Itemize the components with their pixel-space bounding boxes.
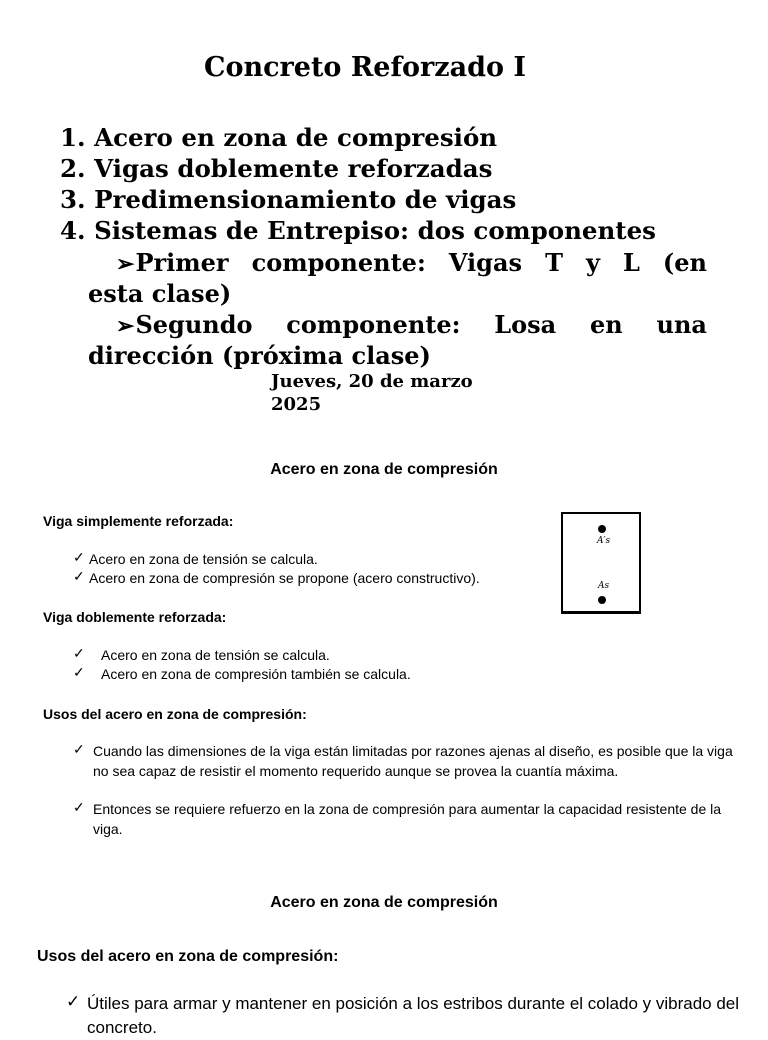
check-icon: ✓ xyxy=(73,568,85,584)
topic-list xyxy=(60,122,656,246)
topic-item: 3. Predimensionamiento de vigas xyxy=(60,185,517,214)
component-second-line2: dirección (próxima clase) xyxy=(88,341,431,370)
component-first-line1 xyxy=(88,248,707,279)
check-item xyxy=(66,992,746,1040)
component-word: en xyxy=(590,310,623,339)
check-item-text: Entonces se requiere refuerzo en la zona de compresión para aumentar la capacidad resistente de la viga. xyxy=(93,801,722,837)
topic-item: 4. Sistemas de Entrepiso: dos componentes xyxy=(60,216,656,245)
arrow-bullet-icon: ➢ xyxy=(116,251,135,277)
check-item xyxy=(73,645,543,665)
component-word: Vigas xyxy=(448,248,523,277)
check-item-text: Acero en zona de tensión se calcula. xyxy=(101,647,330,663)
check-item-text: Acero en zona de compresión se propone (acero constructivo). xyxy=(89,570,480,586)
check-item xyxy=(73,568,543,588)
component-word: Primer xyxy=(135,248,229,277)
uses-title: Usos del acero en zona de compresión: xyxy=(43,706,307,722)
component-word: T xyxy=(545,248,563,277)
component-word: componente: xyxy=(286,310,461,339)
component-word: una xyxy=(656,310,707,339)
component-word: L xyxy=(622,248,640,277)
date-line1: Jueves, 20 de marzo xyxy=(271,371,473,392)
section1-heading: Acero en zona de compresión xyxy=(270,461,498,478)
page-title: Concreto Reforzado I xyxy=(203,52,527,83)
bottom-bar-label: As xyxy=(598,581,610,591)
check-item xyxy=(73,799,733,839)
bottom-bar-dot xyxy=(598,596,606,604)
component-word: Segundo xyxy=(135,310,253,339)
check-icon: ✓ xyxy=(66,992,81,1011)
topic-item: 1. Acero en zona de compresión xyxy=(60,123,498,152)
simple-beam-title: Viga simplemente reforzada: xyxy=(43,513,234,529)
check-item-text: Cuando las dimensiones de la viga están limitadas por razones ajenas al diseño, es posible que la viga no sea capaz de resistir el momento requerido aunque se provea la cuantía máxima. xyxy=(93,743,733,779)
top-bar-dot xyxy=(598,525,606,533)
check-item xyxy=(73,549,543,569)
date xyxy=(271,370,473,416)
component-word: (en xyxy=(662,248,707,277)
component-second-line1 xyxy=(88,310,707,341)
section2-uses-title: Usos del acero en zona de compresión: xyxy=(37,948,339,965)
check-icon: ✓ xyxy=(73,664,85,680)
check-item xyxy=(73,664,543,684)
section2-heading: Acero en zona de compresión xyxy=(270,894,498,911)
component-word: componente: xyxy=(251,248,426,277)
component-first xyxy=(88,248,707,309)
date-line2: 2025 xyxy=(271,394,322,415)
top-bar-label: A′s xyxy=(597,536,611,546)
arrow-bullet-icon: ➢ xyxy=(116,313,135,339)
check-icon: ✓ xyxy=(73,741,85,757)
check-item-text: Útiles para armar y mantener en posición a los estribos durante el colado y vibrado del concreto. xyxy=(87,994,740,1037)
component-second xyxy=(88,310,707,371)
component-first-line2: esta clase) xyxy=(88,279,232,308)
check-icon: ✓ xyxy=(73,549,85,565)
component-word: y xyxy=(585,248,600,277)
check-icon: ✓ xyxy=(73,799,85,815)
check-item xyxy=(73,741,733,781)
check-item-text: Acero en zona de tensión se calcula. xyxy=(89,551,318,567)
beam-section-diagram xyxy=(561,512,641,614)
check-icon: ✓ xyxy=(73,645,85,661)
topic-item: 2. Vigas doblemente reforzadas xyxy=(60,154,493,183)
double-beam-title: Viga doblemente reforzada: xyxy=(43,609,227,625)
check-item-text: Acero en zona de compresión también se calcula. xyxy=(101,666,411,682)
component-word: Losa xyxy=(494,310,557,339)
